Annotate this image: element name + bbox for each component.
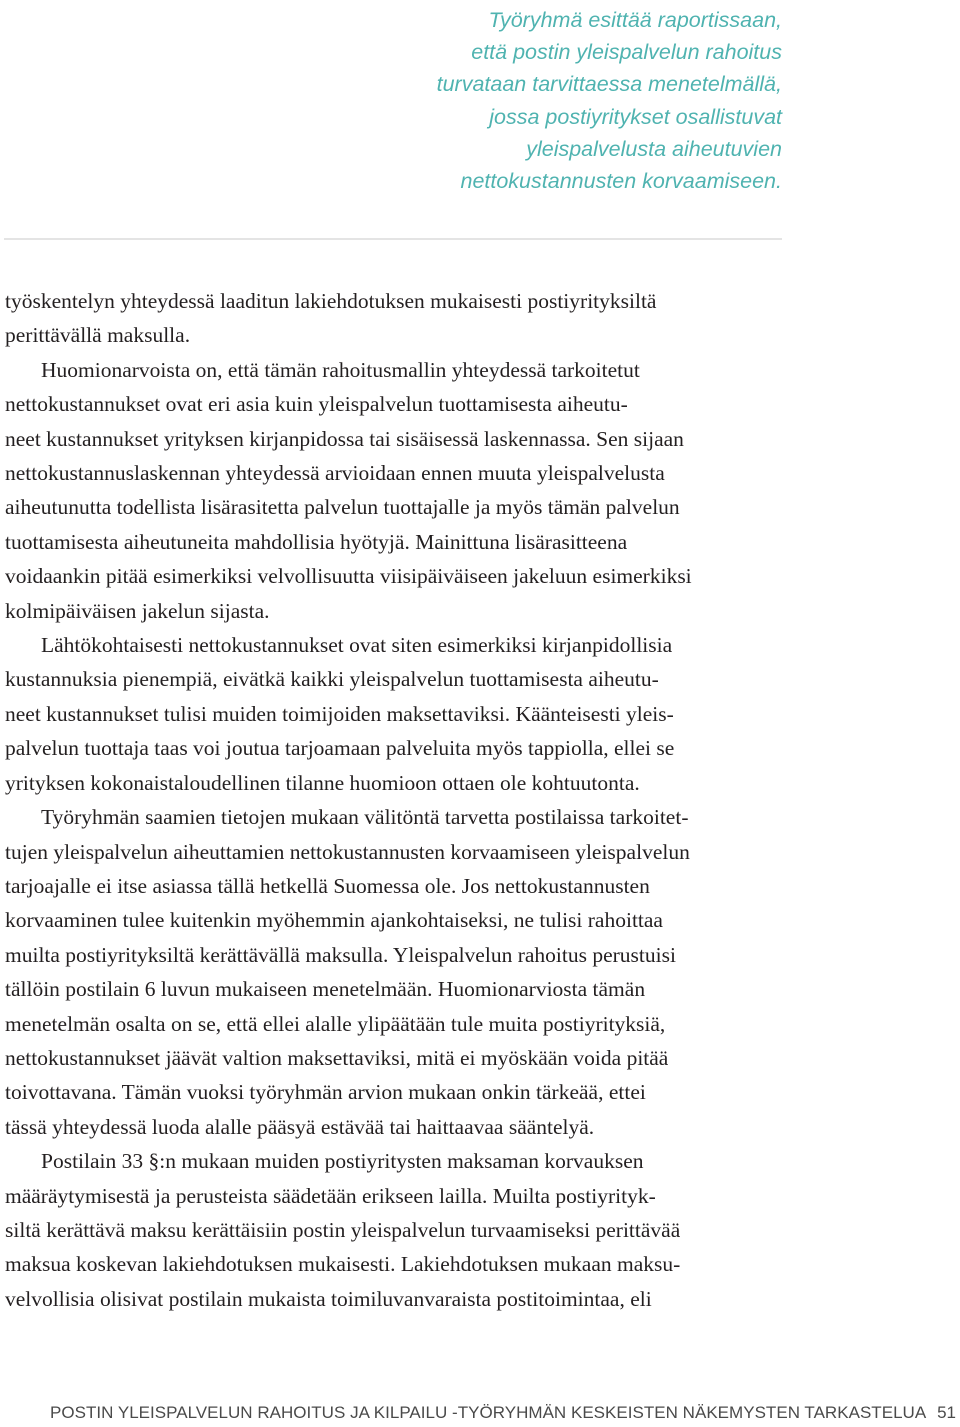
text-line: nettokustannuslaskennan yhteydessä arvioidaan ennen muuta yleispalvelusta bbox=[5, 461, 665, 486]
text-line: kolmipäiväisen jakelun sijasta. bbox=[5, 598, 270, 623]
text-line: palvelun tuottaja taas voi joutua tarjoamaan palveluita myös tappiolla, ellei se bbox=[5, 736, 675, 761]
text-line: menetelmän osalta on se, että ellei alalle ylipäätään tule muita postiyrityksiä, bbox=[5, 1011, 666, 1036]
text-line: velvollisia olisivat postilain mukaista toimiluvanvaraista postitoimintaa, eli bbox=[5, 1286, 652, 1311]
paragraph-start-line: Huomionarvoista on, että tämän rahoitusmallin yhteydessä tarkoitetut bbox=[41, 357, 640, 382]
footer-title: POSTIN YLEISPALVELUN RAHOITUS JA KILPAILU -TYÖRYHMÄN KESKEISTEN NÄKEMYSTEN TARKASTELUA bbox=[50, 1403, 927, 1422]
text-line: määräytymisestä ja perusteista säädetään erikseen lailla. Muilta postiyrityk- bbox=[5, 1183, 656, 1208]
text-line: kustannuksia pienempiä, eivätkä kaikki yleispalvelun tuottamisesta aiheutu- bbox=[5, 667, 659, 692]
text-line: maksua koskevan lakiehdotuksen mukaisesti. Lakiehdotuksen mukaan maksu- bbox=[5, 1252, 681, 1277]
pull-quote-line: yleispalvelusta aiheutuvien bbox=[526, 136, 782, 161]
text-line: korvaaminen tulee kuitenkin myöhemmin ajankohtaiseksi, ne tulisi rahoittaa bbox=[5, 908, 663, 933]
pull-quote-line: nettokustannusten korvaamiseen. bbox=[460, 169, 782, 194]
text-line: tässä yhteydessä luoda alalle pääsyä estävää tai haittaavaa sääntelyä. bbox=[5, 1114, 595, 1139]
paragraph-start-line: Työryhmän saamien tietojen mukaan välitöntä tarvetta postilaissa tarkoitet- bbox=[41, 805, 689, 830]
pull-quote-line: turvataan tarvittaessa menetelmällä, bbox=[436, 72, 782, 97]
text-line: nettokustannukset jäävät valtion maksettaviksi, mitä ei myöskään voida pitää bbox=[5, 1045, 669, 1070]
page-footer bbox=[46, 1397, 958, 1427]
pull-quote-line: Työryhmä esittää raportissaan, bbox=[488, 8, 782, 32]
text-line: perittävällä maksulla. bbox=[5, 323, 191, 348]
text-line: voidaankin pitää esimerkiksi velvollisuutta viisipäiväiseen jakeluun esimerkiksi bbox=[5, 564, 692, 589]
body-text bbox=[5, 284, 795, 1316]
text-line: työskentelyn yhteydessä laaditun lakiehdotuksen mukaisesti postiyrityksiltä bbox=[5, 289, 657, 313]
paragraph-start-line: Lähtökohtaisesti nettokustannukset ovat siten esimerkiksi kirjanpidollisia bbox=[41, 633, 673, 658]
text-line: neet kustannukset yrityksen kirjanpidossa tai sisäisessä laskennassa. Sen sijaan bbox=[5, 426, 684, 451]
text-line: yrityksen kokonaistaloudellinen tilanne huomioon ottaen ole kohtuutonta. bbox=[5, 770, 640, 795]
text-line: tujen yleispalvelun aiheuttamien nettokustannusten korvaamiseen yleispalvelun bbox=[5, 839, 690, 864]
text-line: nettokustannukset ovat eri asia kuin yleispalvelun tuottamisesta aiheutu- bbox=[5, 392, 628, 417]
text-line: neet kustannukset tulisi muiden toimijoiden maksettaviksi. Käänteisesti yleis- bbox=[5, 701, 674, 726]
text-line: muilta postiyrityksiltä kerättävällä maksulla. Yleispalvelun rahoitus perustuisi bbox=[5, 942, 676, 967]
text-line: tuottamisesta aiheutuneita mahdollisia hyötyjä. Mainittuna lisärasitteena bbox=[5, 529, 628, 554]
pull-quote-line: jossa postiyritykset osallistuvat bbox=[489, 104, 782, 129]
text-line: tarjoajalle ei itse asiassa tällä hetkellä Suomessa ole. Jos nettokustannusten bbox=[5, 873, 650, 898]
paragraph-start-line: Postilain 33 §:n mukaan muiden postiyritysten maksaman korvauksen bbox=[41, 1149, 644, 1174]
pull-quote-line: että postin yleispalvelun rahoitus bbox=[471, 40, 782, 65]
text-line: tällöin postilain 6 luvun mukaiseen menetelmään. Huomionarviosta tämän bbox=[5, 977, 646, 1002]
text-line: toivottavana. Tämän vuoksi työryhmän arvion mukaan onkin tärkeää, ettei bbox=[5, 1080, 646, 1105]
text-line: aiheutunutta todellista lisärasitetta palvelun tuottajalle ja myös tämän palvelun bbox=[5, 495, 680, 520]
pull-quote bbox=[362, 4, 782, 197]
divider-rule bbox=[4, 238, 782, 240]
page-number: 51 bbox=[937, 1403, 956, 1422]
text-line: siltä kerättävä maksu kerättäisiin postin yleispalvelun turvaamiseksi perittävää bbox=[5, 1217, 681, 1242]
